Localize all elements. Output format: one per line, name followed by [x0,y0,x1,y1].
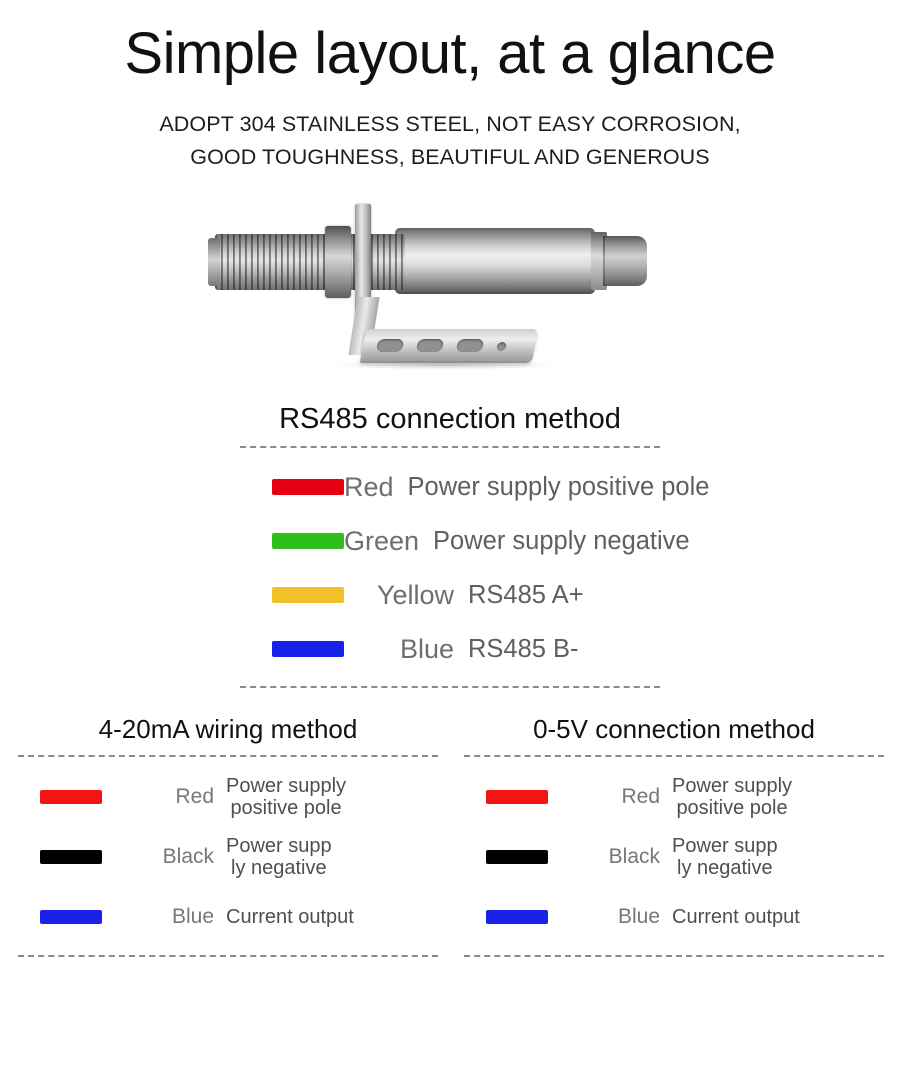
wire-color-swatch [272,479,344,495]
current-loop-wire-list [18,757,438,955]
list-item [240,568,660,622]
current-loop-section [18,714,438,957]
wire-function [672,835,778,880]
wire-function [226,906,354,928]
wiring-panels [0,714,900,957]
wire-color-swatch [486,790,548,804]
wire-color-swatch [40,850,102,864]
divider-bottom [464,955,884,957]
sensor-tip [208,238,220,286]
wire-function-line-1: Current output [672,906,800,929]
rs485-section [240,403,710,688]
product-info-page [0,22,900,1067]
subtitle-line-2: GOOD TOUGHNESS, BEAUTIFUL AND GENEROUS [190,145,710,170]
wire-function-line-2: ly negative [677,857,773,880]
list-item [18,887,438,947]
list-item [240,460,710,514]
list-item [240,514,690,568]
mounting-bracket [345,297,535,367]
page-subtitle [100,108,800,175]
wire-function: RS485 B- [468,634,579,663]
voltage-title: 0-5V connection method [533,714,815,745]
page-title: Simple layout, at a glance [124,21,776,86]
current-loop-title: 4-20mA wiring method [98,714,358,745]
list-item [18,827,438,887]
wire-color-swatch [40,910,102,924]
wire-color-name: Black [608,845,660,869]
list-item [464,887,884,947]
divider-bottom [18,955,438,957]
list-item [464,767,884,827]
wire-function [226,775,346,820]
wire-function [672,906,800,928]
wire-color-name: Yellow [376,579,454,610]
wire-function: Power supply positive pole [407,472,710,501]
wire-color-swatch [486,850,548,864]
wire-color-name: Red [621,785,660,809]
wire-color-swatch [272,587,344,603]
product-shadow [330,360,560,370]
sensor-body-illustration [205,220,665,300]
wire-color-swatch [486,910,548,924]
divider-bottom [240,686,660,688]
product-photo [0,192,900,397]
wire-color-swatch [272,641,344,657]
wire-function-line-1: Power supply [672,775,793,798]
wire-function-line-1: Power supp [226,835,332,858]
wire-color-name: Red [175,785,214,809]
wire-function [672,775,792,820]
wire-function-line-1: Power supply [226,775,347,798]
voltage-wire-list [464,757,884,955]
wire-color-swatch [40,790,102,804]
wire-color-name: Blue [617,905,660,929]
list-item [18,767,438,827]
voltage-section [464,714,884,957]
sensor-rear-cap [605,236,647,286]
subtitle-line-1: ADOPT 304 STAINLESS STEEL, NOT EASY CORROSION, [159,111,741,136]
sensor-hex-nut [325,226,351,298]
list-item [240,622,660,676]
wire-color-swatch [272,533,344,549]
rs485-title: RS485 connection method [279,403,621,436]
wire-function-line-2: positive pole [230,797,342,820]
wire-color-name: Black [162,845,214,869]
wire-function: RS485 A+ [468,580,584,609]
sensor-barrel [395,228,595,294]
wire-function-line-1: Current output [226,906,354,929]
list-item [464,827,884,887]
wire-color-name: Green [344,525,420,556]
wire-function-line-2: positive pole [676,797,788,820]
wire-function-line-1: Power supp [672,835,778,858]
rs485-wire-list [240,448,710,686]
wire-color-name: Blue [171,905,214,929]
sensor-threaded-section [215,234,405,290]
wire-function: Power supply negative [433,526,690,555]
wire-color-name: Blue [399,633,454,664]
wire-function-line-2: ly negative [231,857,327,880]
wire-function [226,835,332,880]
wire-color-name: Red [344,471,394,502]
